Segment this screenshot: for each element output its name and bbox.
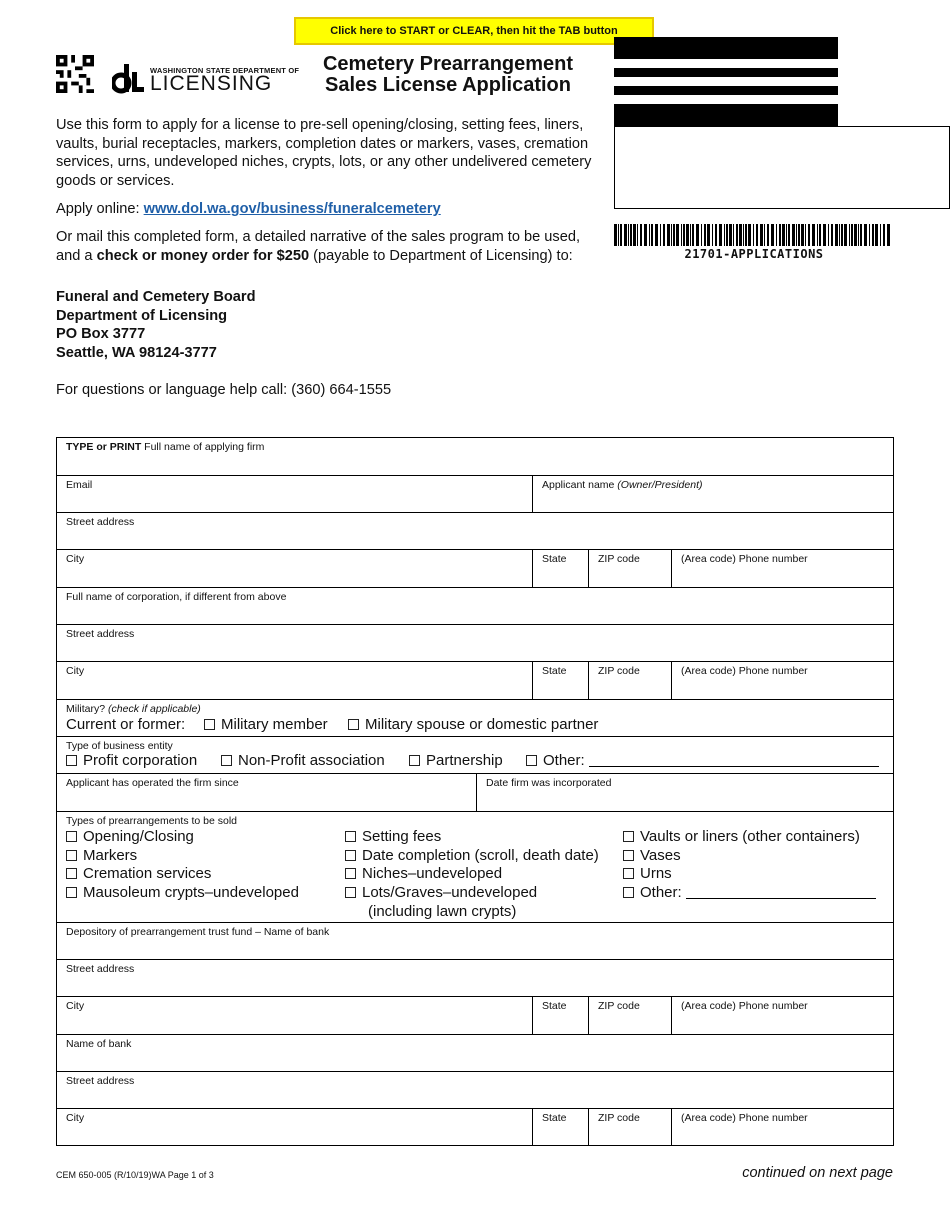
- barcode-label: 21701-APPLICATIONS: [684, 247, 824, 261]
- address-line: Funeral and Cemetery Board: [56, 289, 256, 305]
- checkbox-icon[interactable]: [204, 719, 215, 730]
- depository-label: Depository of prearrangement trust fund – Name of bank: [66, 926, 330, 938]
- partnership-label: Partnership: [426, 752, 503, 769]
- page-title: [300, 54, 596, 96]
- address-line: Seattle, WA 98124-3777: [56, 344, 217, 361]
- title-line-2: Sales License Application: [324, 74, 571, 96]
- street-label: Street address: [66, 628, 135, 640]
- city-label: City: [66, 553, 85, 565]
- partnership-checkbox[interactable]: [409, 752, 503, 769]
- checkbox-icon[interactable]: [66, 887, 77, 898]
- email-field[interactable]: [57, 476, 532, 512]
- corp-name-label: Full name of corporation, if different from above: [66, 591, 287, 603]
- address-line: Department of Licensing: [56, 307, 228, 324]
- office-use-box: [614, 126, 950, 209]
- street-label: Street address: [66, 1075, 135, 1087]
- office-use-bar: [614, 37, 838, 59]
- state-field[interactable]: [532, 550, 588, 587]
- phone-label: (Area code) Phone number: [681, 1000, 808, 1012]
- intro-paragraph: Use this form to apply for a license to pre-sell opening/closing, setting fees, liners, vaults, burial receptacles, markers, completion dates or markers, vases, cremation services, urns, undeveloped niches, crypts, lots, or any other undelivered cemetery goods or services.: [56, 117, 592, 189]
- zip-label: ZIP code: [598, 553, 640, 565]
- applicant-name-field[interactable]: [532, 476, 893, 512]
- setting-fees-checkbox[interactable]: [345, 828, 441, 845]
- corporation-name-field[interactable]: [57, 588, 893, 625]
- address-line: PO Box 3777: [56, 326, 146, 342]
- checkbox-icon[interactable]: [221, 755, 232, 766]
- option-label: Cremation services: [83, 865, 212, 882]
- office-use-bar: [614, 104, 838, 126]
- checkbox-icon[interactable]: [623, 887, 634, 898]
- application-form: [56, 437, 894, 1146]
- office-use-bar: [614, 86, 838, 95]
- incorporated-label: Date firm was incorporated: [486, 777, 612, 789]
- mail-text-2: (payable to Department of Licensing) to:: [309, 247, 573, 264]
- phone-field[interactable]: [671, 997, 893, 1034]
- checkbox-icon[interactable]: [623, 831, 634, 842]
- other-entity-input[interactable]: [589, 754, 879, 767]
- military-spouse-label: Military spouse or domestic partner: [365, 716, 599, 733]
- phone-field[interactable]: [671, 550, 893, 587]
- mail-text-fee: check or money order for $250: [96, 247, 310, 264]
- nonprofit-checkbox[interactable]: [221, 752, 385, 769]
- checkbox-icon[interactable]: [409, 755, 420, 766]
- phone-label: (Area code) Phone number: [681, 1112, 808, 1124]
- corp-street-field[interactable]: [57, 625, 893, 662]
- option-label: Setting fees: [362, 828, 442, 845]
- option-label: Markers: [83, 847, 138, 864]
- military-label: [66, 703, 201, 715]
- operated-since-field[interactable]: [57, 774, 476, 811]
- mailing-address: [56, 288, 601, 362]
- firm-name-text: Full name of applying firm: [141, 441, 265, 453]
- phone-field[interactable]: [671, 662, 893, 699]
- checkbox-icon[interactable]: [345, 831, 356, 842]
- option-label: Opening/Closing: [83, 828, 194, 845]
- street-address-field[interactable]: [57, 513, 893, 550]
- state-field[interactable]: [532, 1109, 588, 1145]
- city-label: City: [66, 665, 85, 677]
- zip-label: ZIP code: [598, 1000, 640, 1012]
- office-use-bar: [614, 68, 838, 77]
- lots-graves-checkbox[interactable]: [345, 884, 537, 901]
- state-field[interactable]: [532, 662, 588, 699]
- apply-online-label: Apply online:: [56, 201, 144, 217]
- type-or-print: TYPE or PRINT: [66, 441, 142, 453]
- urns-checkbox[interactable]: [623, 865, 672, 882]
- checkbox-icon[interactable]: [623, 868, 634, 879]
- markers-checkbox[interactable]: [66, 847, 137, 864]
- business-type-label: Type of business entity: [66, 740, 173, 752]
- form-code: CEM 650-005 (R/10/19)WA Page 1 of 3: [56, 1170, 214, 1180]
- option-label: Mausoleum crypts–undeveloped: [83, 884, 299, 901]
- military-prefix: Current or former:: [66, 716, 186, 733]
- option-label: Vases: [640, 847, 681, 864]
- prearrangement-label: Types of prearrangements to be sold: [66, 815, 238, 827]
- city-field[interactable]: [57, 550, 532, 587]
- option-label: Lots/Graves–undeveloped: [362, 884, 538, 901]
- checkbox-icon[interactable]: [345, 887, 356, 898]
- bank2-street-field[interactable]: [57, 1072, 893, 1109]
- military-member-checkbox[interactable]: [204, 716, 328, 733]
- nonprofit-label: Non-Profit association: [238, 752, 385, 769]
- qr-code-icon: [56, 55, 94, 93]
- state-label: State: [542, 553, 567, 565]
- agency-name-small: WASHINGTON STATE DEPARTMENT OF: [150, 66, 300, 75]
- corp-city-row: [57, 662, 893, 700]
- option-label: Niches–undeveloped: [362, 865, 503, 882]
- state-label: State: [542, 665, 567, 677]
- bank-name-field[interactable]: [57, 1035, 893, 1072]
- bank-name-label: Name of bank: [66, 1038, 132, 1050]
- phone-label: (Area code) Phone number: [681, 665, 808, 677]
- zip-field[interactable]: [588, 1109, 671, 1145]
- bank2-city-row: [57, 1109, 893, 1145]
- checkbox-icon[interactable]: [345, 850, 356, 861]
- apply-online-link[interactable]: www.dol.wa.gov/business/funeralcemetery: [143, 201, 441, 217]
- zip-field[interactable]: [588, 997, 671, 1034]
- opening-closing-checkbox[interactable]: [66, 828, 194, 845]
- firm-name-label: [66, 441, 264, 453]
- checkbox-icon[interactable]: [623, 850, 634, 861]
- vaults-liners-checkbox[interactable]: [623, 828, 860, 845]
- city-field[interactable]: [57, 1109, 532, 1145]
- incorporated-date-field[interactable]: [476, 774, 893, 811]
- depository-bank-field[interactable]: [57, 923, 893, 960]
- zip-field[interactable]: [588, 550, 671, 587]
- profit-corp-checkbox[interactable]: [66, 752, 197, 769]
- apply-online: [56, 200, 601, 219]
- state-label: State: [542, 1000, 567, 1012]
- applicant-name-text: Applicant name: [542, 479, 618, 491]
- option-label: Date completion (scroll, death date): [362, 847, 599, 864]
- mail-text-1: Or mail this completed form, a detailed narrative of the sales program to be used, and a: [56, 229, 581, 264]
- niches-checkbox[interactable]: [345, 865, 502, 882]
- city-field[interactable]: [57, 997, 532, 1034]
- operated-since-label: Applicant has operated the firm since: [66, 777, 239, 789]
- zip-label: ZIP code: [598, 1112, 640, 1124]
- bank-street-field[interactable]: [57, 960, 893, 997]
- email-label: Email: [66, 479, 93, 491]
- military-spouse-checkbox[interactable]: [348, 716, 598, 733]
- help-line: For questions or language help call: (360) 664-1555: [56, 382, 392, 398]
- continued-note: continued on next page: [742, 1165, 893, 1181]
- checkbox-icon[interactable]: [66, 868, 77, 879]
- option-label: Other:: [640, 884, 682, 901]
- zip-field[interactable]: [588, 662, 671, 699]
- other-prearrangement-checkbox[interactable]: [623, 884, 876, 901]
- checkbox-icon[interactable]: [66, 831, 77, 842]
- city-label: City: [66, 1000, 85, 1012]
- checkbox-icon[interactable]: [66, 755, 77, 766]
- military-note: (check if applicable): [108, 703, 201, 715]
- dol-logo-icon: [112, 62, 146, 94]
- city-field[interactable]: [57, 662, 532, 699]
- prearrangement-types-row: [57, 812, 893, 923]
- checkbox-icon[interactable]: [66, 850, 77, 861]
- barcode-icon: [614, 224, 894, 246]
- firm-name-field[interactable]: [57, 438, 893, 476]
- phone-label: (Area code) Phone number: [681, 553, 808, 565]
- option-label: Urns: [640, 865, 672, 882]
- option-label: Vaults or liners (other containers): [640, 828, 860, 845]
- date-completion-checkbox[interactable]: [345, 847, 599, 864]
- city-row: [57, 550, 893, 588]
- dates-row: [57, 774, 893, 812]
- applicant-name-label: [542, 479, 703, 491]
- applicant-name-note: (Owner/President): [617, 479, 703, 491]
- zip-label: ZIP code: [598, 665, 640, 677]
- other-prearrangement-input[interactable]: [686, 886, 876, 899]
- checkbox-icon[interactable]: [526, 755, 537, 766]
- checkbox-icon[interactable]: [345, 868, 356, 879]
- business-type-row: [57, 737, 893, 774]
- checkbox-icon[interactable]: [348, 719, 359, 730]
- email-row: [57, 476, 893, 513]
- military-text: Military?: [66, 703, 109, 715]
- state-field[interactable]: [532, 997, 588, 1034]
- state-label: State: [542, 1112, 567, 1124]
- cremation-checkbox[interactable]: [66, 865, 211, 882]
- title-line-1: Cemetery Prearrangement: [322, 53, 574, 75]
- city-label: City: [66, 1112, 85, 1124]
- lawn-crypts-note: (including lawn crypts): [368, 903, 517, 920]
- phone-field[interactable]: [671, 1109, 893, 1145]
- street-label: Street address: [66, 516, 135, 528]
- profit-corp-label: Profit corporation: [83, 752, 198, 769]
- vases-checkbox[interactable]: [623, 847, 681, 864]
- bank-city-row: [57, 997, 893, 1035]
- agency-name-large: LICENSING: [150, 72, 273, 95]
- other-entity-checkbox[interactable]: [526, 752, 879, 769]
- street-label: Street address: [66, 963, 135, 975]
- mail-instructions: [56, 228, 601, 265]
- military-row: [57, 700, 893, 737]
- military-member-label: Military member: [221, 716, 328, 733]
- other-entity-label: Other:: [543, 752, 585, 769]
- mausoleum-checkbox[interactable]: [66, 884, 299, 901]
- start-clear-button[interactable]: Click here to START or CLEAR, then hit the TAB button: [294, 17, 654, 45]
